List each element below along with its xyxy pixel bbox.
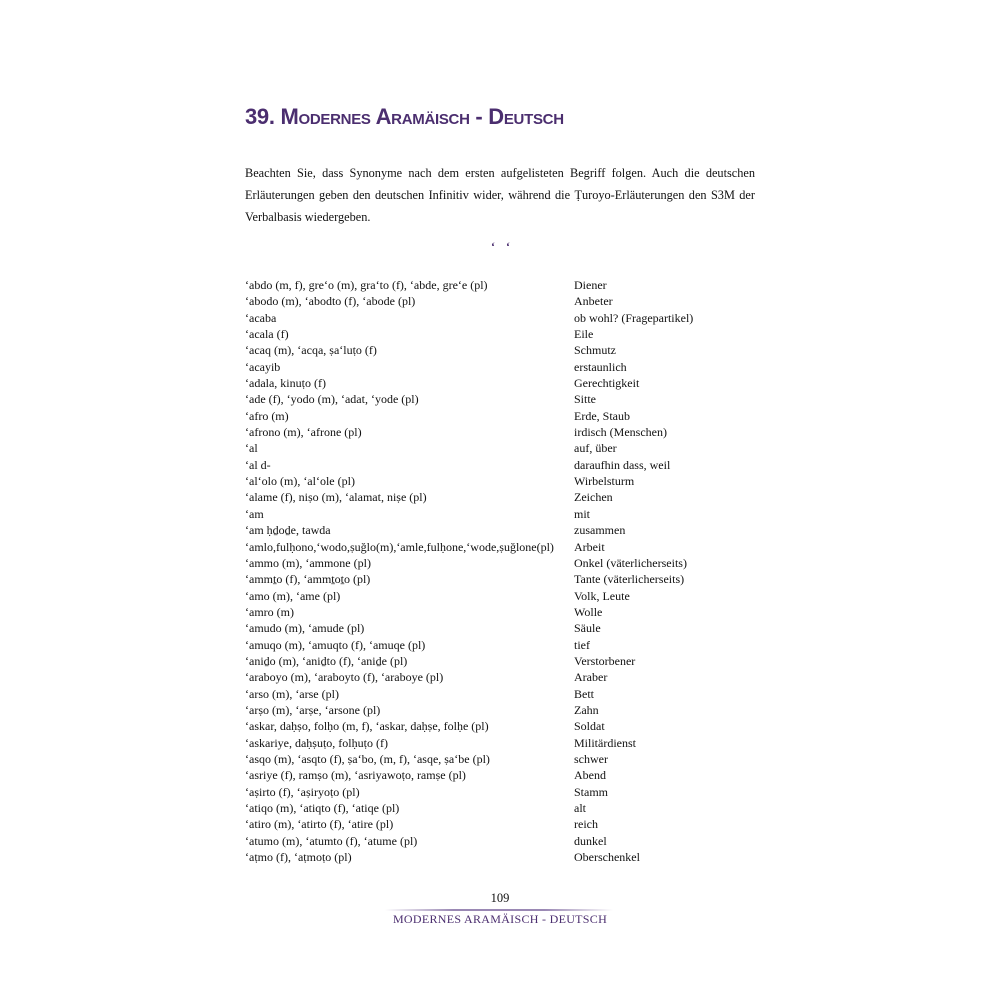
entry-term: ‘am ḥḏoḏe, tawda xyxy=(245,523,331,538)
entry-term: ‘araboyo (m), ‘araboyto (f), ‘araboye (pl) xyxy=(245,670,444,685)
glossary-entry xyxy=(245,849,765,865)
glossary-entry xyxy=(245,702,765,718)
entry-translation: irdisch (Menschen) xyxy=(574,425,667,440)
entry-translation: Zahn xyxy=(574,702,599,717)
glossary-entry xyxy=(245,539,765,555)
entry-term: ‘am xyxy=(245,506,264,521)
entry-term: ‘acaq (m), ‘acqa, ṣa‘luṭo (f) xyxy=(245,343,377,358)
glossary-entry xyxy=(245,784,765,800)
glossary-entry xyxy=(245,375,765,391)
entry-term: ‘amlo,fulḥono,‘wodo,ṣuğlo(m),‘amle,fulḥone,‘wode,ṣuğlone(pl) xyxy=(245,539,554,554)
entry-translation: Onkel (väterlicherseits) xyxy=(574,555,687,570)
entry-translation: mit xyxy=(574,506,591,521)
entry-translation: schwer xyxy=(574,751,608,766)
glossary-entry xyxy=(245,457,765,473)
glossary-entry xyxy=(245,440,765,456)
entry-translation: Tante (väterlicherseits) xyxy=(574,572,685,587)
glossary-entry xyxy=(245,637,765,653)
glossary-entry xyxy=(245,522,765,538)
entry-term: ‘asriye (f), ramṣo (m), ‘asriyawoṭo, ramṣe (pl) xyxy=(245,768,466,783)
entry-translation: Wolle xyxy=(574,604,603,619)
glossary-entry xyxy=(245,686,765,702)
entry-term: ‘afrono (m), ‘afrone (pl) xyxy=(245,425,362,440)
entry-term: ‘abodo (m), ‘abodto (f), ‘abode (pl) xyxy=(245,294,416,309)
entry-translation: Diener xyxy=(574,278,607,292)
entry-translation: Anbeter xyxy=(574,294,613,309)
page-number: 109 xyxy=(490,891,510,905)
glossary-entry xyxy=(245,718,765,734)
entry-translation: Eile xyxy=(574,327,594,342)
glossary-entry xyxy=(245,620,765,636)
entry-term: ‘ammṯo (f), ‘ammṯoṯo (pl) xyxy=(245,572,371,587)
entry-translation: daraufhin dass, weil xyxy=(574,457,671,472)
entry-term: ‘adala, kinuṭo (f) xyxy=(245,376,326,391)
entry-translation: Säule xyxy=(574,621,601,636)
entry-translation: Militärdienst xyxy=(574,735,636,750)
glossary-entry xyxy=(245,408,765,424)
entry-translation: Soldat xyxy=(574,719,605,734)
entry-translation: ob wohl? (Fragepartikel) xyxy=(574,310,694,325)
entry-translation: erstaunlich xyxy=(574,359,627,374)
glossary-entry xyxy=(245,277,765,293)
glossary-entry xyxy=(245,571,765,587)
glossary-entry xyxy=(245,588,765,604)
entry-term: ‘acala (f) xyxy=(245,327,289,342)
entry-translation: Oberschenkel xyxy=(574,850,640,865)
entry-translation: Bett xyxy=(574,686,594,701)
entry-term: ‘asqo (m), ‘asqto (f), ṣa‘bo, (m, f), ‘asqe, ṣa‘be (pl) xyxy=(245,751,490,766)
glossary-entry xyxy=(245,293,765,309)
glossary-entry xyxy=(245,767,765,783)
entry-term: ‘abdo (m, f), gre‘o (m), gra‘to (f), ‘abde, gre‘e (pl) xyxy=(245,278,488,292)
glossary-entry xyxy=(245,473,765,489)
entry-term: ‘aṭmo (f), ‘aṭmoṭo (pl) xyxy=(245,850,352,865)
glossary-entry xyxy=(245,735,765,751)
entry-translation: reich xyxy=(574,817,598,832)
entry-term: ‘afro (m) xyxy=(245,408,289,423)
entry-term: ‘atumo (m), ‘atumto (f), ‘atume (pl) xyxy=(245,833,418,848)
glossary-entry xyxy=(245,506,765,522)
entry-translation: tief xyxy=(574,637,590,652)
entry-translation: Stamm xyxy=(574,784,609,799)
entry-translation: zusammen xyxy=(574,523,626,538)
entry-term: ‘al d- xyxy=(245,457,271,472)
intro-paragraph: Beachten Sie, dass Synonyme nach dem ersten aufgelisteten Begriff folgen. Auch die deutschen Erläuterungen geben den deutschen Infinitiv wider, während die Ṭuroyo-Erläuterungen den S3M der Verbalbasis wiedergeben. xyxy=(245,166,755,224)
glossary-entry xyxy=(245,310,765,326)
glossary-entry xyxy=(245,424,765,440)
entry-term: ‘alame (f), niṣo (m), ‘alamat, niṣe (pl) xyxy=(245,490,427,505)
glossary-entry xyxy=(245,326,765,342)
page-title: 39. Modernes Aramäisch - Deutsch xyxy=(245,104,564,129)
entry-term: ‘amro (m) xyxy=(245,604,294,619)
entry-term: ‘amo (m), ‘ame (pl) xyxy=(245,588,341,603)
entry-term: ‘acayib xyxy=(245,359,281,374)
entry-term: ‘ammo (m), ‘ammone (pl) xyxy=(245,555,371,570)
entry-term: ‘aṣirto (f), ‘aṣiryoṭo (pl) xyxy=(245,784,360,799)
glossary-entry xyxy=(245,489,765,505)
entry-translation: Wirbelsturm xyxy=(574,474,635,489)
glossary-entry xyxy=(245,555,765,571)
entry-translation: Arbeit xyxy=(574,539,605,554)
entry-translation: Sitte xyxy=(574,392,597,407)
entry-term: ‘arṣo (m), ‘arṣe, ‘arsone (pl) xyxy=(245,702,381,717)
glossary-entry xyxy=(245,653,765,669)
entry-term: ‘acaba xyxy=(245,310,277,325)
glossary-entry xyxy=(245,359,765,375)
entry-term: ‘askar, daḥṣo, folḥo (m, f), ‘askar, daḥṣe, folḥe (pl) xyxy=(245,719,489,734)
entry-translation: Abend xyxy=(574,768,606,783)
glossary-list xyxy=(245,277,765,865)
glossary-entry xyxy=(245,833,765,849)
glossary-entry xyxy=(245,816,765,832)
entry-translation: Volk, Leute xyxy=(574,588,630,603)
entry-translation: Schmutz xyxy=(574,343,616,358)
entry-translation: Erde, Staub xyxy=(574,408,630,423)
entry-translation: Araber xyxy=(574,670,608,685)
section-marks: ‘ ‘ xyxy=(491,239,514,253)
entry-translation: dunkel xyxy=(574,833,607,848)
entry-translation: auf, über xyxy=(574,441,617,456)
entry-term: ‘amuqo (m), ‘amuqto (f), ‘amuqe (pl) xyxy=(245,637,426,652)
entry-term: ‘amudo (m), ‘amude (pl) xyxy=(245,621,365,636)
entry-term: ‘aniḏo (m), ‘aniḏto (f), ‘aniḏe (pl) xyxy=(245,653,408,668)
entry-term: ‘arso (m), ‘arse (pl) xyxy=(245,686,339,701)
entry-translation: alt xyxy=(574,801,586,815)
glossary-entry xyxy=(245,604,765,620)
glossary-entry xyxy=(245,342,765,358)
glossary-entry xyxy=(245,391,765,407)
entry-term: ‘al xyxy=(245,441,258,456)
entry-translation: Verstorbener xyxy=(574,653,636,668)
entry-translation: Zeichen xyxy=(574,490,613,505)
entry-translation: Gerechtigkeit xyxy=(574,376,640,391)
entry-term: ‘atiro (m), ‘atirto (f), ‘atire (pl) xyxy=(245,817,394,832)
entry-term: ‘al‘olo (m), ‘al‘ole (pl) xyxy=(245,474,355,489)
glossary-entry xyxy=(245,751,765,767)
entry-term: ‘atiqo (m), ‘atiqto (f), ‘atiqe (pl) xyxy=(245,801,400,815)
footer-divider xyxy=(385,909,613,911)
glossary-entry xyxy=(245,800,765,816)
glossary-entry xyxy=(245,669,765,685)
running-footer: MODERNES ARAMÄISCH - DEUTSCH xyxy=(392,912,608,926)
entry-term: ‘ade (f), ‘yodo (m), ‘adat, ‘yode (pl) xyxy=(245,392,419,407)
entry-term: ‘askariye, daḥṣuṭo, folḥuṭo (f) xyxy=(245,735,388,750)
